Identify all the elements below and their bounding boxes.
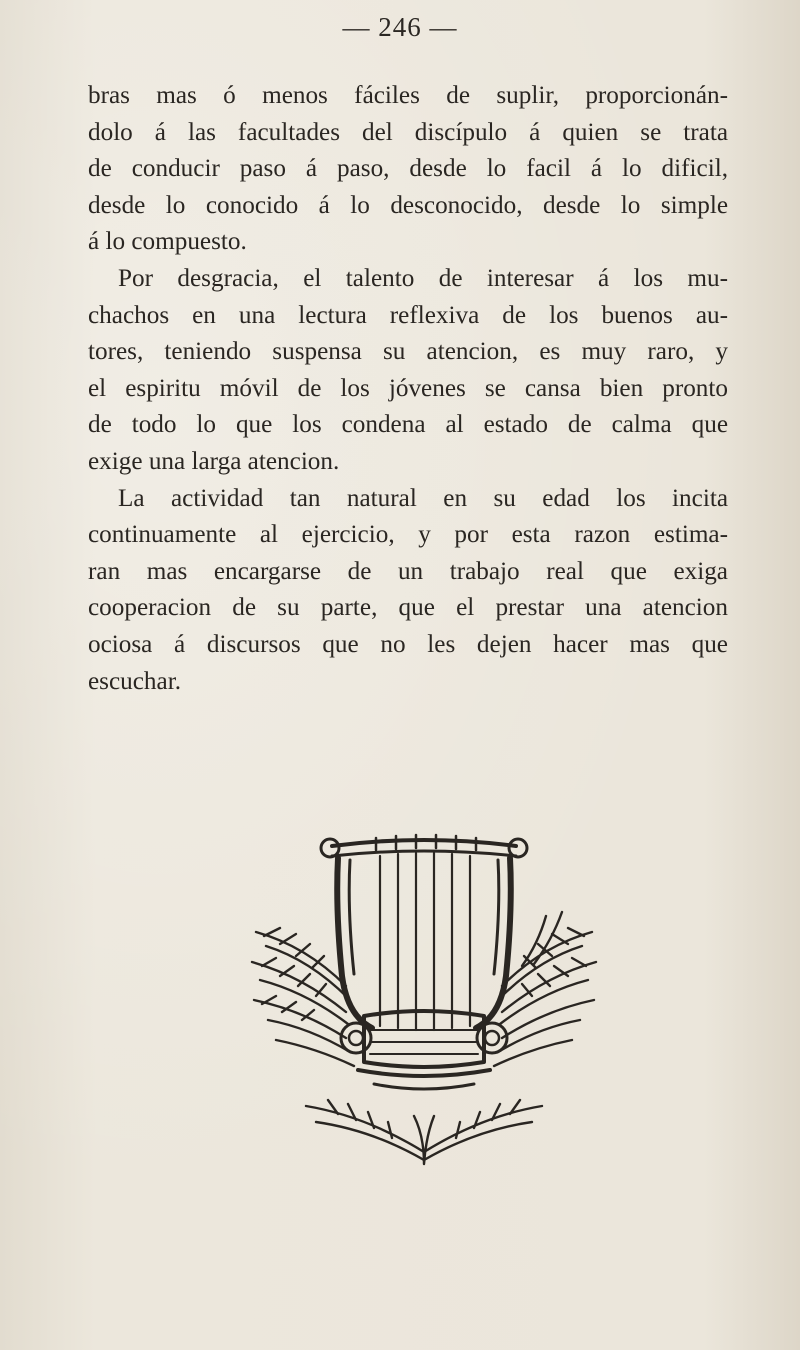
text-line: el espiritu móvil de los jóvenes se cansa bien pronto	[88, 374, 728, 402]
text-line: bras mas ó menos fáciles de suplir, proporcionán-	[88, 82, 728, 109]
body-text	[88, 78, 728, 700]
text-line: escuchar.	[88, 667, 182, 695]
text-line: de conducir paso á paso, desde lo facil á lo dificil,	[88, 155, 728, 183]
text-line: Por desgracia, el talento de interesar á los mu-	[118, 264, 728, 292]
text-line: La actividad tan natural en su edad los incita	[118, 484, 728, 512]
page-number: — 246 —	[342, 12, 458, 42]
text-line: desde lo conocido á lo desconocido, desde lo simple	[88, 191, 728, 219]
lyre-with-laurel-icon	[246, 816, 602, 1172]
text-line: á lo compuesto.	[88, 228, 247, 256]
text-line: ociosa á discursos que no les dejen hacer mas que	[88, 630, 728, 658]
text-line: ran mas encargarse de un trabajo real que exiga	[88, 557, 728, 585]
text-line: tores, teniendo suspensa su atencion, es muy raro, y	[88, 338, 728, 366]
text-line: dolo á las facultades del discípulo á quien se trata	[88, 118, 728, 146]
text-line: continuamente al ejercicio, y por esta razon estima-	[88, 521, 728, 549]
text-line: cooperacion de su parte, que el prestar una atencion	[88, 594, 728, 622]
text-line: exige una larga atencion.	[88, 447, 340, 475]
text-line: chachos en una lectura reflexiva de los buenos au-	[88, 301, 728, 329]
text-line: de todo lo que los condena al estado de calma que	[88, 411, 728, 439]
